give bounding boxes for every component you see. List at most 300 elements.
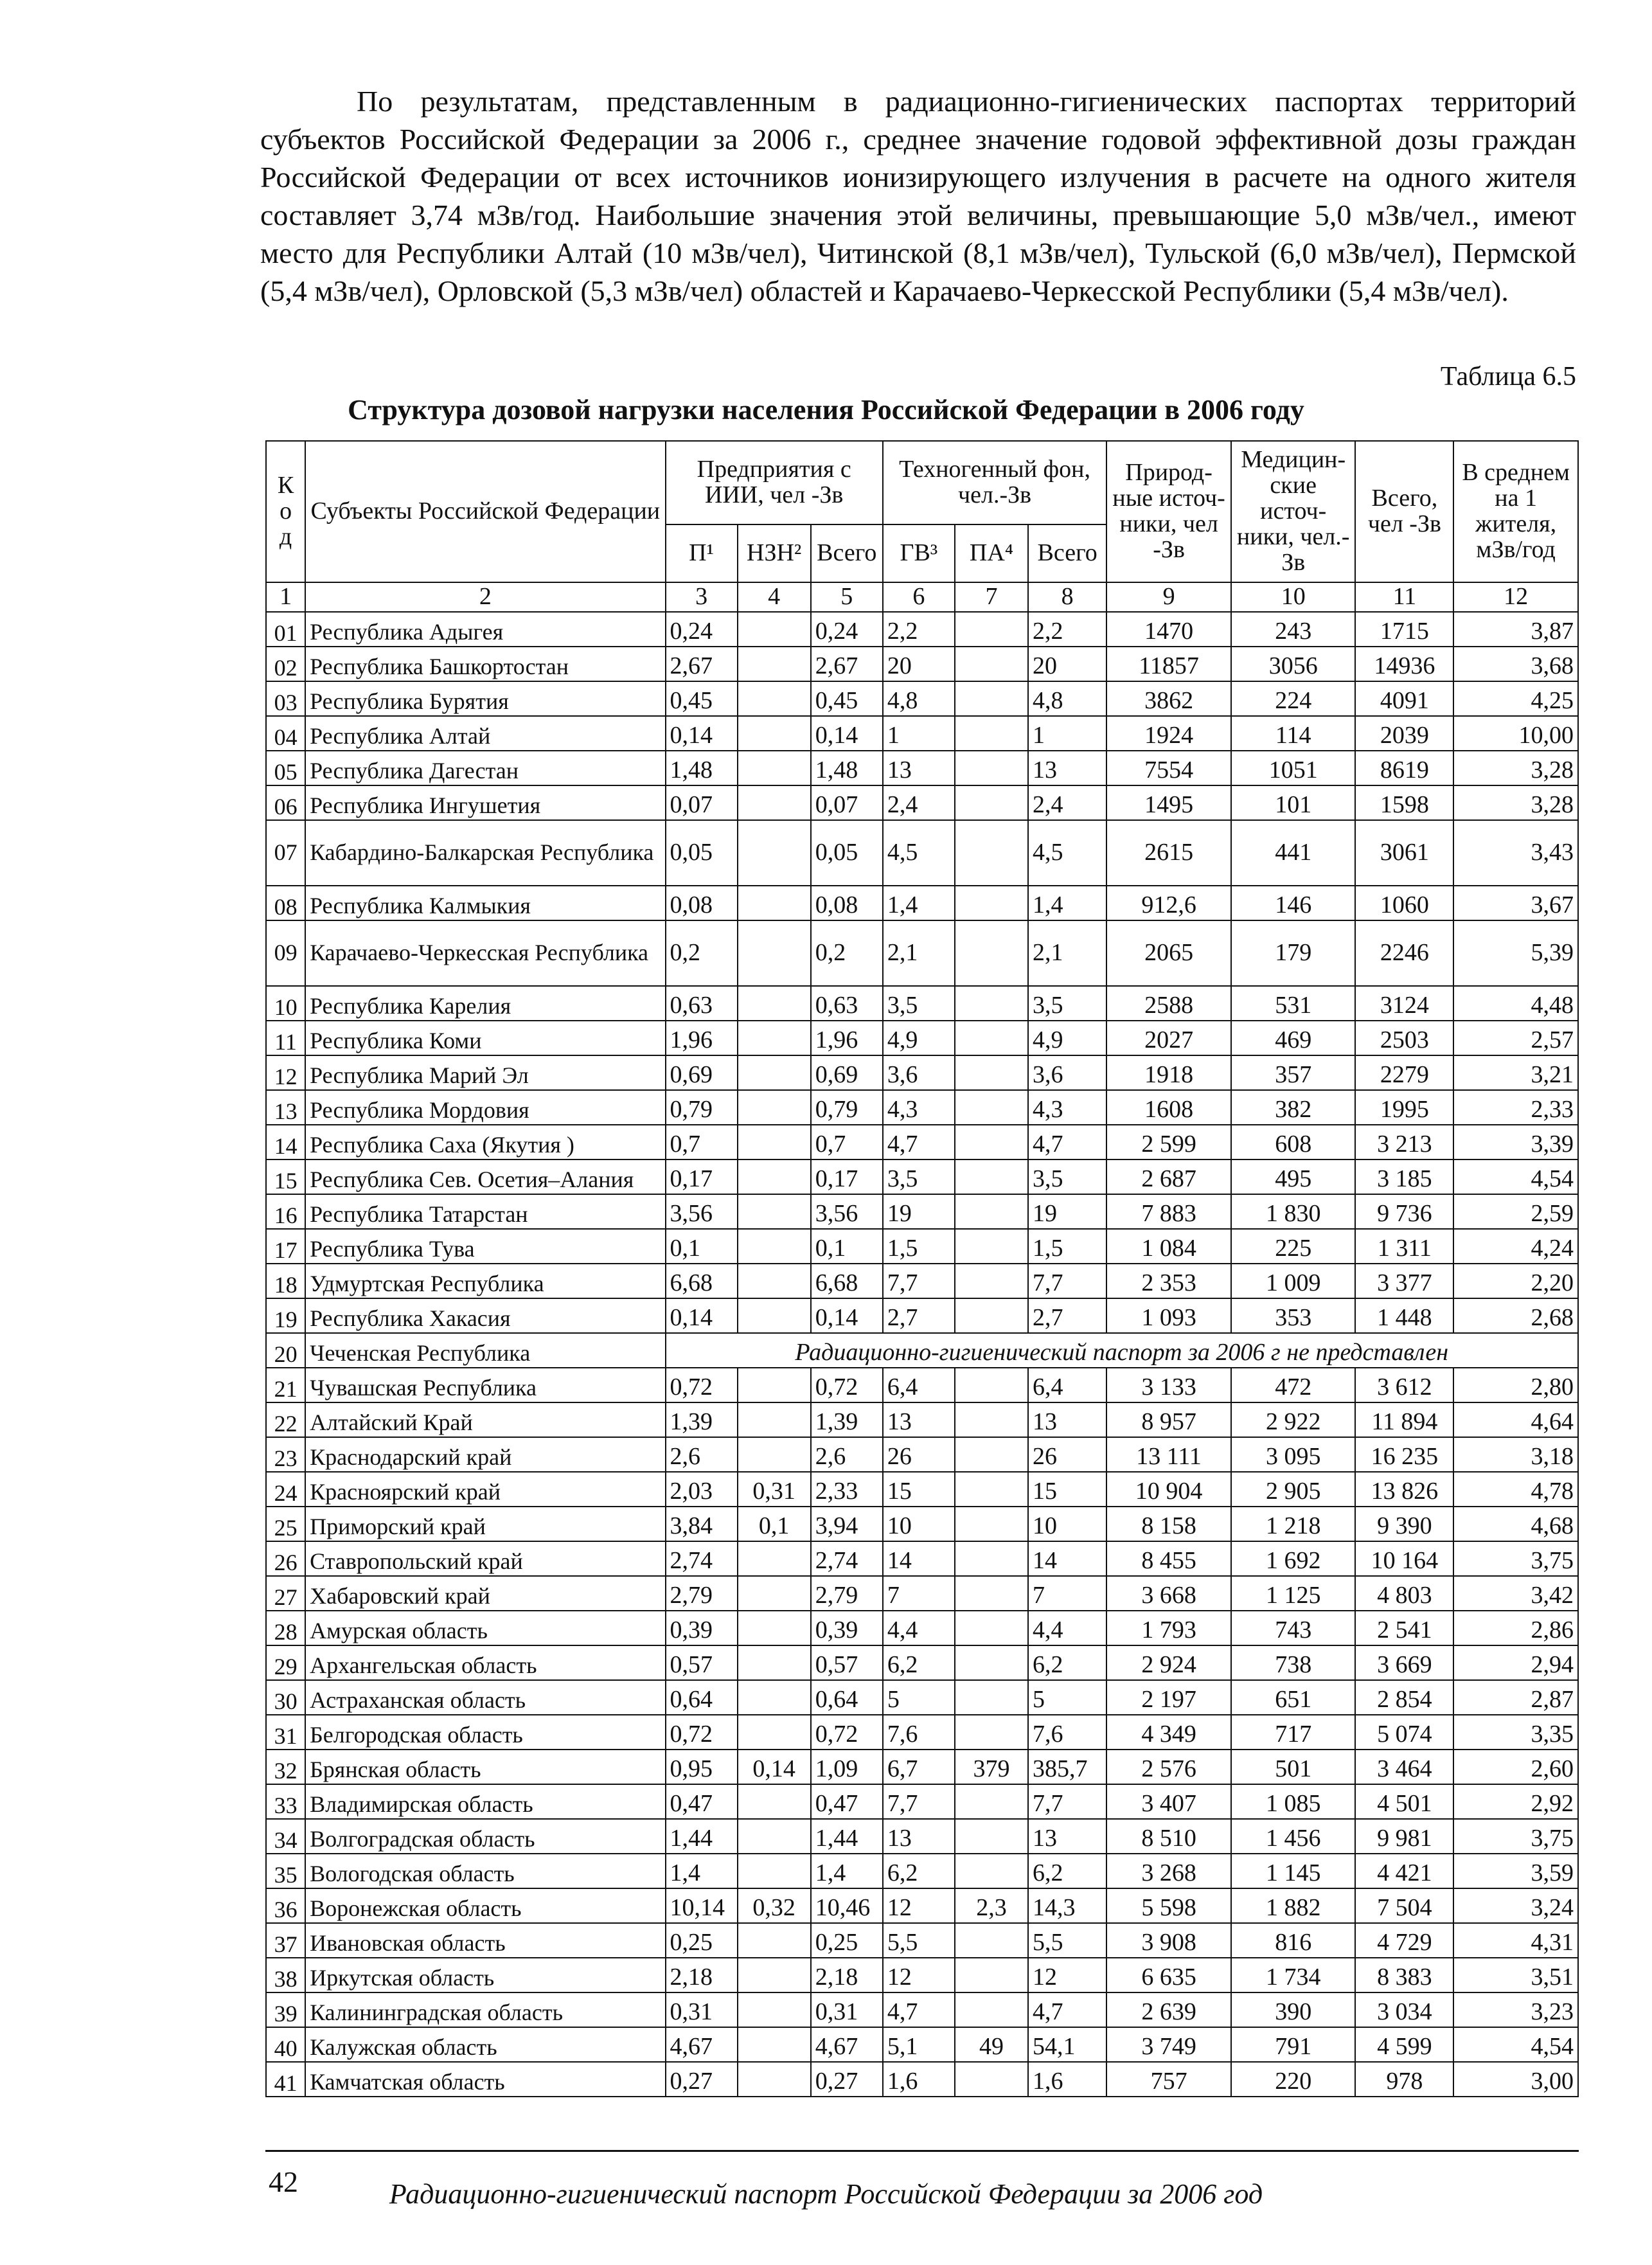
- gv-value: 1,5: [883, 1229, 955, 1264]
- total-value: 3 464: [1355, 1750, 1453, 1784]
- gv-value: 6,2: [883, 1854, 955, 1888]
- nzn-value: [738, 1715, 811, 1750]
- table-row: [266, 1541, 1578, 1576]
- row-code: 18: [266, 1264, 305, 1298]
- medical-value: 225: [1231, 1229, 1356, 1264]
- nzn-value: [738, 986, 811, 1021]
- pa-value: [955, 612, 1028, 647]
- medical-value: 791: [1231, 2027, 1356, 2062]
- natural-value: 2615: [1106, 820, 1231, 886]
- natural-value: 4 349: [1106, 1715, 1231, 1750]
- p-value: 0,08: [666, 886, 738, 920]
- gv-value: 12: [883, 1888, 955, 1923]
- technogenic-total-value: 13: [1028, 751, 1106, 785]
- total-value: 13 826: [1355, 1472, 1453, 1507]
- pa-value: [955, 785, 1028, 820]
- p-value: 0,1: [666, 1229, 738, 1264]
- total-value: 2503: [1355, 1021, 1453, 1055]
- table-row: [266, 1923, 1578, 1958]
- enterprises-total-value: 0,24: [811, 612, 883, 647]
- technogenic-total-value: 5,5: [1028, 1923, 1106, 1958]
- medical-value: 353: [1231, 1298, 1356, 1333]
- p-value: 0,63: [666, 986, 738, 1021]
- nzn-value: [738, 1784, 811, 1819]
- gv-value: 2,2: [883, 612, 955, 647]
- total-value: 4 729: [1355, 1923, 1453, 1958]
- row-subject-name: Удмуртская Республика: [305, 1264, 665, 1298]
- table-row: [266, 681, 1578, 716]
- total-value: 16 235: [1355, 1437, 1453, 1472]
- total-value: 10 164: [1355, 1541, 1453, 1576]
- nzn-value: 0,1: [738, 1507, 811, 1541]
- medical-value: 101: [1231, 785, 1356, 820]
- natural-value: 1 793: [1106, 1611, 1231, 1645]
- header-average: В среднем на 1 жителя, мЗв/год: [1453, 441, 1578, 582]
- column-number: 8: [1028, 582, 1106, 612]
- nzn-value: [738, 1090, 811, 1125]
- p-value: 2,74: [666, 1541, 738, 1576]
- table-row: [266, 1680, 1578, 1715]
- p-value: 0,79: [666, 1090, 738, 1125]
- pa-value: [955, 1715, 1028, 1750]
- total-value: 1715: [1355, 612, 1453, 647]
- p-value: 2,03: [666, 1472, 738, 1507]
- p-value: 0,2: [666, 920, 738, 986]
- medical-value: 390: [1231, 1992, 1356, 2027]
- table-row: [266, 1402, 1578, 1437]
- row-subject-name: Краснодарский край: [305, 1437, 665, 1472]
- pa-value: [955, 716, 1028, 751]
- row-subject-name: Республика Ингушетия: [305, 785, 665, 820]
- gv-value: 3,5: [883, 1159, 955, 1194]
- natural-value: 3 407: [1106, 1784, 1231, 1819]
- enterprises-total-value: 0,72: [811, 1368, 883, 1402]
- row-subject-name: Чувашская Республика: [305, 1368, 665, 1402]
- row-subject-name: Республика Карелия: [305, 986, 665, 1021]
- technogenic-total-value: 4,3: [1028, 1090, 1106, 1125]
- total-value: 3 034: [1355, 1992, 1453, 2027]
- p-value: 2,67: [666, 647, 738, 681]
- enterprises-total-value: 0,08: [811, 886, 883, 920]
- p-value: 6,68: [666, 1264, 738, 1298]
- natural-value: 8 455: [1106, 1541, 1231, 1576]
- natural-value: 8 957: [1106, 1402, 1231, 1437]
- medical-value: 472: [1231, 1368, 1356, 1402]
- table-row: [266, 751, 1578, 785]
- gv-value: 2,1: [883, 920, 955, 986]
- average-value: 3,35: [1453, 1715, 1578, 1750]
- enterprises-total-value: 0,17: [811, 1159, 883, 1194]
- row-code: 30: [266, 1680, 305, 1715]
- row-code: 23: [266, 1437, 305, 1472]
- technogenic-total-value: 2,2: [1028, 612, 1106, 647]
- pa-value: [955, 1854, 1028, 1888]
- p-value: 0,47: [666, 1784, 738, 1819]
- pa-value: [955, 1194, 1028, 1229]
- medical-value: 243: [1231, 612, 1356, 647]
- average-value: 2,68: [1453, 1298, 1578, 1333]
- column-number: 2: [305, 582, 665, 612]
- enterprises-total-value: 10,46: [811, 1888, 883, 1923]
- p-value: 0,24: [666, 612, 738, 647]
- total-value: 5 074: [1355, 1715, 1453, 1750]
- medical-value: 717: [1231, 1715, 1356, 1750]
- p-value: 0,14: [666, 716, 738, 751]
- nzn-value: [738, 1437, 811, 1472]
- row-code: 03: [266, 681, 305, 716]
- gv-value: 4,4: [883, 1611, 955, 1645]
- p-value: 0,95: [666, 1750, 738, 1784]
- pa-value: [955, 1819, 1028, 1854]
- row-subject-name: Республика Тува: [305, 1229, 665, 1264]
- gv-value: 2,7: [883, 1298, 955, 1333]
- natural-value: 7 883: [1106, 1194, 1231, 1229]
- technogenic-total-value: 5: [1028, 1680, 1106, 1715]
- page-number: 42: [269, 2165, 298, 2198]
- technogenic-total-value: 6,4: [1028, 1368, 1106, 1402]
- total-value: 1995: [1355, 1090, 1453, 1125]
- row-code: 31: [266, 1715, 305, 1750]
- p-value: 0,27: [666, 2062, 738, 2097]
- medical-value: 469: [1231, 1021, 1356, 1055]
- nzn-value: [738, 1055, 811, 1090]
- table-row: [266, 1437, 1578, 1472]
- medical-value: 224: [1231, 681, 1356, 716]
- pa-value: 2,3: [955, 1888, 1028, 1923]
- nzn-value: [738, 1402, 811, 1437]
- natural-value: 3 749: [1106, 2027, 1231, 2062]
- enterprises-total-value: 2,6: [811, 1437, 883, 1472]
- p-value: 0,72: [666, 1715, 738, 1750]
- natural-value: 11857: [1106, 647, 1231, 681]
- gv-value: 4,8: [883, 681, 955, 716]
- medical-value: 651: [1231, 1680, 1356, 1715]
- p-value: 0,17: [666, 1159, 738, 1194]
- nzn-value: [738, 1194, 811, 1229]
- gv-value: 10: [883, 1507, 955, 1541]
- enterprises-total-value: 0,79: [811, 1090, 883, 1125]
- gv-value: 14: [883, 1541, 955, 1576]
- gv-value: 13: [883, 1819, 955, 1854]
- row-code: 38: [266, 1958, 305, 1992]
- total-value: 4 803: [1355, 1576, 1453, 1611]
- table-row: [266, 1750, 1578, 1784]
- table-row: [266, 1958, 1578, 1992]
- row-subject-name: Красноярский край: [305, 1472, 665, 1507]
- enterprises-total-value: 0,14: [811, 1298, 883, 1333]
- natural-value: 1495: [1106, 785, 1231, 820]
- medical-value: 738: [1231, 1645, 1356, 1680]
- technogenic-total-value: 3,6: [1028, 1055, 1106, 1090]
- total-value: 1598: [1355, 785, 1453, 820]
- enterprises-total-value: 2,18: [811, 1958, 883, 1992]
- row-code: 15: [266, 1159, 305, 1194]
- gv-value: 20: [883, 647, 955, 681]
- pa-value: [955, 1576, 1028, 1611]
- nzn-value: [738, 1541, 811, 1576]
- gv-value: 19: [883, 1194, 955, 1229]
- technogenic-total-value: 7: [1028, 1576, 1106, 1611]
- gv-value: 6,2: [883, 1645, 955, 1680]
- table-row: [266, 1715, 1578, 1750]
- p-value: 0,31: [666, 1992, 738, 2027]
- pa-value: [955, 1541, 1028, 1576]
- row-subject-name: Республика Татарстан: [305, 1194, 665, 1229]
- row-code: 22: [266, 1402, 305, 1437]
- technogenic-total-value: 2,4: [1028, 785, 1106, 820]
- natural-value: 3 268: [1106, 1854, 1231, 1888]
- column-number: 9: [1106, 582, 1231, 612]
- average-value: 3,39: [1453, 1125, 1578, 1159]
- p-value: 1,4: [666, 1854, 738, 1888]
- technogenic-total-value: 6,2: [1028, 1645, 1106, 1680]
- footer-rule: [265, 2150, 1579, 2152]
- row-code: 07: [266, 820, 305, 886]
- header-medical: Медицин-ские источ-ники, чел.-Зв: [1231, 441, 1356, 582]
- header-total: Всего, чел -Зв: [1355, 441, 1453, 582]
- row-subject-name: Владимирская область: [305, 1784, 665, 1819]
- natural-value: 2588: [1106, 986, 1231, 1021]
- gv-value: 6,4: [883, 1368, 955, 1402]
- total-value: 1 448: [1355, 1298, 1453, 1333]
- medical-value: 531: [1231, 986, 1356, 1021]
- row-note: Радиационно-гигиенический паспорт за 2006 г не представлен: [666, 1333, 1578, 1368]
- column-number: 12: [1453, 582, 1578, 612]
- table-row: [266, 1264, 1578, 1298]
- average-value: 4,48: [1453, 986, 1578, 1021]
- natural-value: 5 598: [1106, 1888, 1231, 1923]
- natural-value: 2 924: [1106, 1645, 1231, 1680]
- enterprises-total-value: 0,07: [811, 785, 883, 820]
- nzn-value: [738, 920, 811, 986]
- technogenic-total-value: 14: [1028, 1541, 1106, 1576]
- table-row: [266, 1368, 1578, 1402]
- average-value: 2,57: [1453, 1021, 1578, 1055]
- footer-title: Радиационно-гигиенический паспорт Российской Федерации за 2006 год: [389, 2178, 1263, 2210]
- nzn-value: [738, 1645, 811, 1680]
- pa-value: [955, 1437, 1028, 1472]
- total-value: 2246: [1355, 920, 1453, 986]
- medical-value: 114: [1231, 716, 1356, 751]
- row-subject-name: Республика Башкортостан: [305, 647, 665, 681]
- gv-value: 13: [883, 1402, 955, 1437]
- enterprises-total-value: 0,57: [811, 1645, 883, 1680]
- header-subject: Субъекты Российской Федерации: [305, 441, 665, 582]
- average-value: 2,80: [1453, 1368, 1578, 1402]
- pa-value: [955, 1090, 1028, 1125]
- row-subject-name: Архангельская область: [305, 1645, 665, 1680]
- natural-value: 3 908: [1106, 1923, 1231, 1958]
- natural-value: 2 576: [1106, 1750, 1231, 1784]
- technogenic-total-value: 4,5: [1028, 820, 1106, 886]
- natural-value: 912,6: [1106, 886, 1231, 920]
- total-value: 3 213: [1355, 1125, 1453, 1159]
- row-code: 40: [266, 2027, 305, 2062]
- table-row: [266, 1611, 1578, 1645]
- table-row: [266, 1507, 1578, 1541]
- p-value: 1,39: [666, 1402, 738, 1437]
- average-value: 4,25: [1453, 681, 1578, 716]
- average-value: 2,60: [1453, 1750, 1578, 1784]
- natural-value: 2 599: [1106, 1125, 1231, 1159]
- enterprises-total-value: 3,56: [811, 1194, 883, 1229]
- table-row: [266, 1992, 1578, 2027]
- enterprises-total-value: 1,48: [811, 751, 883, 785]
- total-value: 9 736: [1355, 1194, 1453, 1229]
- row-code: 19: [266, 1298, 305, 1333]
- technogenic-total-value: 1,5: [1028, 1229, 1106, 1264]
- gv-value: 4,5: [883, 820, 955, 886]
- row-subject-name: Воронежская область: [305, 1888, 665, 1923]
- column-number: 11: [1355, 582, 1453, 612]
- medical-value: 743: [1231, 1611, 1356, 1645]
- medical-value: 3056: [1231, 647, 1356, 681]
- row-code: 37: [266, 1923, 305, 1958]
- p-value: 1,48: [666, 751, 738, 785]
- total-value: 9 981: [1355, 1819, 1453, 1854]
- technogenic-total-value: 385,7: [1028, 1750, 1106, 1784]
- pa-value: [955, 1298, 1028, 1333]
- pa-value: [955, 1368, 1028, 1402]
- table-row: [266, 986, 1578, 1021]
- natural-value: 757: [1106, 2062, 1231, 2097]
- medical-value: 1 734: [1231, 1958, 1356, 1992]
- row-subject-name: Брянская область: [305, 1750, 665, 1784]
- row-subject-name: Чеченская Республика: [305, 1333, 665, 1368]
- total-value: 4 501: [1355, 1784, 1453, 1819]
- natural-value: 3862: [1106, 681, 1231, 716]
- p-value: 10,14: [666, 1888, 738, 1923]
- row-subject-name: Карачаево-Черкесская Республика: [305, 920, 665, 986]
- natural-value: 1924: [1106, 716, 1231, 751]
- row-code: 25: [266, 1507, 305, 1541]
- technogenic-total-value: 7,7: [1028, 1784, 1106, 1819]
- average-value: 2,87: [1453, 1680, 1578, 1715]
- medical-value: 816: [1231, 1923, 1356, 1958]
- p-value: 0,07: [666, 785, 738, 820]
- enterprises-total-value: 6,68: [811, 1264, 883, 1298]
- nzn-value: [738, 681, 811, 716]
- header-gv: ГВ³: [883, 524, 955, 582]
- natural-value: 7554: [1106, 751, 1231, 785]
- row-subject-name: Республика Дагестан: [305, 751, 665, 785]
- total-value: 4 421: [1355, 1854, 1453, 1888]
- table-row: [266, 886, 1578, 920]
- gv-value: 4,3: [883, 1090, 955, 1125]
- total-value: 8619: [1355, 751, 1453, 785]
- row-subject-name: Республика Саха (Якутия ): [305, 1125, 665, 1159]
- enterprises-total-value: 4,67: [811, 2027, 883, 2062]
- row-subject-name: Калужская область: [305, 2027, 665, 2062]
- nzn-value: 0,31: [738, 1472, 811, 1507]
- table-row: [266, 612, 1578, 647]
- natural-value: 2 639: [1106, 1992, 1231, 2027]
- gv-value: 7,7: [883, 1264, 955, 1298]
- natural-value: 2027: [1106, 1021, 1231, 1055]
- row-code: 08: [266, 886, 305, 920]
- gv-value: 3,5: [883, 986, 955, 1021]
- p-value: 0,57: [666, 1645, 738, 1680]
- technogenic-total-value: 14,3: [1028, 1888, 1106, 1923]
- table-row: [266, 1125, 1578, 1159]
- total-value: 2 541: [1355, 1611, 1453, 1645]
- nzn-value: [738, 1125, 811, 1159]
- table-row: [266, 1888, 1578, 1923]
- pa-value: [955, 986, 1028, 1021]
- p-value: 0,25: [666, 1923, 738, 1958]
- nzn-value: [738, 1159, 811, 1194]
- medical-value: 608: [1231, 1125, 1356, 1159]
- header-technogenic: Техногенный фон, чел.-Зв: [883, 441, 1106, 524]
- row-subject-name: Хабаровский край: [305, 1576, 665, 1611]
- medical-value: 382: [1231, 1090, 1356, 1125]
- medical-value: 501: [1231, 1750, 1356, 1784]
- technogenic-total-value: 2,1: [1028, 920, 1106, 986]
- natural-value: 1 084: [1106, 1229, 1231, 1264]
- technogenic-total-value: 10: [1028, 1507, 1106, 1541]
- table-row: [266, 820, 1578, 886]
- nzn-value: [738, 647, 811, 681]
- gv-value: 4,9: [883, 1021, 955, 1055]
- technogenic-total-value: 54,1: [1028, 2027, 1106, 2062]
- technogenic-total-value: 19: [1028, 1194, 1106, 1229]
- pa-value: [955, 1021, 1028, 1055]
- technogenic-total-value: 4,9: [1028, 1021, 1106, 1055]
- average-value: 3,67: [1453, 886, 1578, 920]
- p-value: 2,6: [666, 1437, 738, 1472]
- row-code: 06: [266, 785, 305, 820]
- row-subject-name: Ивановская область: [305, 1923, 665, 1958]
- enterprises-total-value: 0,39: [811, 1611, 883, 1645]
- table-row: [266, 785, 1578, 820]
- table-row: [266, 1333, 1578, 1368]
- medical-value: 1 085: [1231, 1784, 1356, 1819]
- technogenic-total-value: 4,7: [1028, 1125, 1106, 1159]
- row-code: 04: [266, 716, 305, 751]
- technogenic-total-value: 1: [1028, 716, 1106, 751]
- row-subject-name: Республика Хакасия: [305, 1298, 665, 1333]
- natural-value: 10 904: [1106, 1472, 1231, 1507]
- gv-value: 4,7: [883, 1992, 955, 2027]
- technogenic-total-value: 6,2: [1028, 1854, 1106, 1888]
- row-code: 11: [266, 1021, 305, 1055]
- total-value: 11 894: [1355, 1402, 1453, 1437]
- nzn-value: [738, 1923, 811, 1958]
- enterprises-total-value: 2,74: [811, 1541, 883, 1576]
- row-code: 41: [266, 2062, 305, 2097]
- row-code: 02: [266, 647, 305, 681]
- row-subject-name: Вологодская область: [305, 1854, 665, 1888]
- average-value: 4,78: [1453, 1472, 1578, 1507]
- technogenic-total-value: 15: [1028, 1472, 1106, 1507]
- enterprises-total-value: 1,39: [811, 1402, 883, 1437]
- intro-paragraph: По результатам, представленным в радиационно-гигиенических паспортах территорий субъектов Российской Федерации за 2006 г., среднее значение годовой эффективной дозы граждан Российской Федерации от всех источников ионизирующего излучения в расчете на одного жителя составляет 3,74 мЗв/год. Наибольшие значения этой величины, превышающие 5,0 мЗв/чел., имеют место для Республики Алтай (10 мЗв/чел), Читинской (8,1 мЗв/чел), Тульской (6,0 мЗв/чел), Пермской (5,4 мЗв/чел), Орловской (5,3 мЗв/чел) областей и Карачаево-Черкесской Республики (5,4 мЗв/чел).: [260, 85, 1576, 307]
- nzn-value: [738, 1298, 811, 1333]
- average-value: 4,64: [1453, 1402, 1578, 1437]
- gv-value: 13: [883, 751, 955, 785]
- enterprises-total-value: 0,63: [811, 986, 883, 1021]
- total-value: 978: [1355, 2062, 1453, 2097]
- medical-value: 1051: [1231, 751, 1356, 785]
- technogenic-total-value: 7,6: [1028, 1715, 1106, 1750]
- table-row: [266, 1854, 1578, 1888]
- gv-value: 5,5: [883, 1923, 955, 1958]
- row-code: 28: [266, 1611, 305, 1645]
- column-number: 5: [811, 582, 883, 612]
- enterprises-total-value: 0,64: [811, 1680, 883, 1715]
- row-subject-name: Ставропольский край: [305, 1541, 665, 1576]
- enterprises-total-value: 0,31: [811, 1992, 883, 2027]
